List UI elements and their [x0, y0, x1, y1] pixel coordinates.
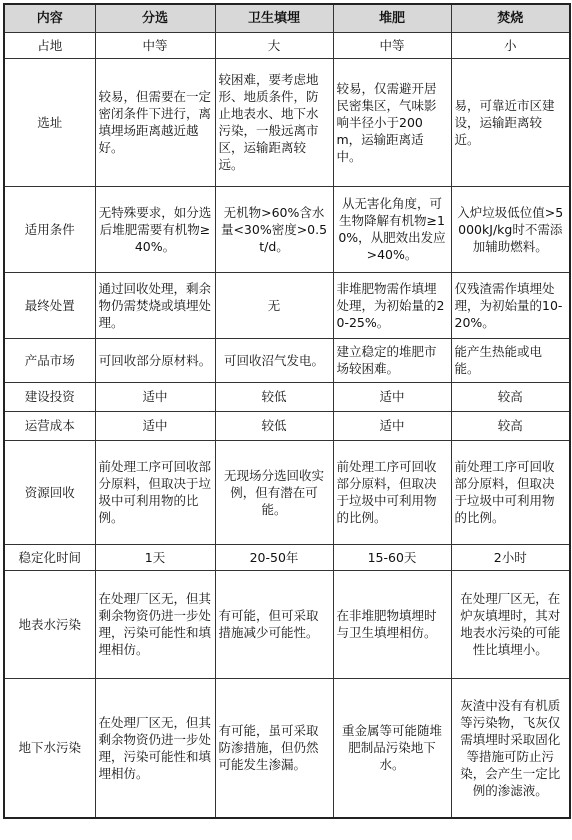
row-label: 地下水污染 [4, 678, 95, 818]
table-cell: 无机物>60%含水量<30%密度>0.5t/d。 [215, 186, 333, 272]
table-cell: 在非堆肥物填埋时与卫生填埋相仿。 [333, 570, 451, 678]
table-cell: 较易，仅需避开居民密集区，气味影响半径小于200m，运输距离适中。 [333, 58, 451, 186]
table-cell: 前处理工序可回收部分原料，但取决于垃圾中可利用物的比例。 [451, 440, 570, 544]
table-cell: 无 [215, 272, 333, 338]
table-cell: 入炉垃圾低位值>5000kJ/kg时不需添加辅助燃料。 [451, 186, 570, 272]
table-cell: 有可能，但可采取措施减少可能性。 [215, 570, 333, 678]
row-label: 稳定化时间 [4, 544, 95, 570]
table-cell: 无现场分选回收实例，但有潜在可能。 [215, 440, 333, 544]
table-cell: 较高 [451, 411, 570, 440]
table-cell: 小 [451, 32, 570, 58]
row-label: 最终处置 [4, 272, 95, 338]
header-row [4, 4, 570, 32]
table-row [4, 678, 570, 818]
table-row [4, 411, 570, 440]
table-cell: 2小时 [451, 544, 570, 570]
table-row [4, 186, 570, 272]
table-row [4, 272, 570, 338]
header-composting: 堆肥 [333, 4, 451, 32]
row-label: 资源回收 [4, 440, 95, 544]
table-cell: 适中 [333, 382, 451, 411]
table-cell: 能产生热能或电能。 [451, 338, 570, 382]
table-cell: 20-50年 [215, 544, 333, 570]
table-row [4, 58, 570, 186]
table-cell: 可回收部分原材料。 [95, 338, 215, 382]
table-cell: 从无害化角度，可生物降解有机物≥10%，从肥效出发应>40%。 [333, 186, 451, 272]
table-row [4, 382, 570, 411]
table-cell: 仅残渣需作填埋处理，为初始量的10-20%。 [451, 272, 570, 338]
table-cell: 非堆肥物需作填埋处理，为初始量的20-25%。 [333, 272, 451, 338]
table-cell: 建立稳定的堆肥市场较困难。 [333, 338, 451, 382]
row-label: 选址 [4, 58, 95, 186]
table-cell: 适中 [333, 411, 451, 440]
table-cell: 1天 [95, 544, 215, 570]
table-cell: 前处理工序可回收部分原料，但取决于垃圾中可利用物的比例。 [95, 440, 215, 544]
table-cell: 较易，但需要在一定密闭条件下进行，离填埋场距离越近越好。 [95, 58, 215, 186]
header-sanitary-landfill: 卫生填埋 [215, 4, 333, 32]
table-row [4, 570, 570, 678]
row-label: 适用条件 [4, 186, 95, 272]
table-cell: 可回收沼气发电。 [215, 338, 333, 382]
table-cell: 易，可靠近市区建设，运输距离较近。 [451, 58, 570, 186]
row-label: 占地 [4, 32, 95, 58]
table-cell: 较困难，要考虑地形、地质条件，防止地表水、地下水污染，一般远离市区，运输距离较远。 [215, 58, 333, 186]
table-cell: 在处理厂区无，在炉灰填埋时，其对地表水污染的可能性比填埋小。 [451, 570, 570, 678]
table-cell: 大 [215, 32, 333, 58]
header-incineration: 焚烧 [451, 4, 570, 32]
table-cell: 中等 [333, 32, 451, 58]
row-label: 地表水污染 [4, 570, 95, 678]
table-cell: 无特殊要求，如分选后堆肥需要有机物≥40%。 [95, 186, 215, 272]
table-cell: 适中 [95, 382, 215, 411]
table-cell: 较低 [215, 411, 333, 440]
table-cell: 适中 [95, 411, 215, 440]
table-cell: 通过回收处理，剩余物仍需焚烧或填埋处理。 [95, 272, 215, 338]
row-label: 运营成本 [4, 411, 95, 440]
table-cell: 中等 [95, 32, 215, 58]
table-cell: 较低 [215, 382, 333, 411]
header-content: 内容 [4, 4, 95, 32]
table-cell: 较高 [451, 382, 570, 411]
comparison-table [3, 3, 571, 819]
table-row [4, 440, 570, 544]
comparison-table-container [3, 3, 571, 819]
row-label: 建设投资 [4, 382, 95, 411]
table-row [4, 544, 570, 570]
table-cell: 在处理厂区无，但其剩余物资仍进一步处理，污染可能性和填埋相仿。 [95, 570, 215, 678]
table-cell: 灰渣中没有有机质等污染物，飞灰仅需填埋时采取固化等措施可防止污染，会产生一定比例的渗滤液。 [451, 678, 570, 818]
table-cell: 15-60天 [333, 544, 451, 570]
table-cell: 前处理工序可回收部分原料，但取决于垃圾中可利用物的比例。 [333, 440, 451, 544]
table-cell: 有可能，虽可采取防渗措施，但仍然可能发生渗漏。 [215, 678, 333, 818]
table-body [4, 32, 570, 818]
row-label: 产品市场 [4, 338, 95, 382]
table-cell: 重金属等可能随堆肥制品污染地下水。 [333, 678, 451, 818]
table-row [4, 32, 570, 58]
table-row [4, 338, 570, 382]
header-sorting: 分选 [95, 4, 215, 32]
table-cell: 在处理厂区无，但其剩余物资仍进一步处理，污染可能性和填埋相仿。 [95, 678, 215, 818]
